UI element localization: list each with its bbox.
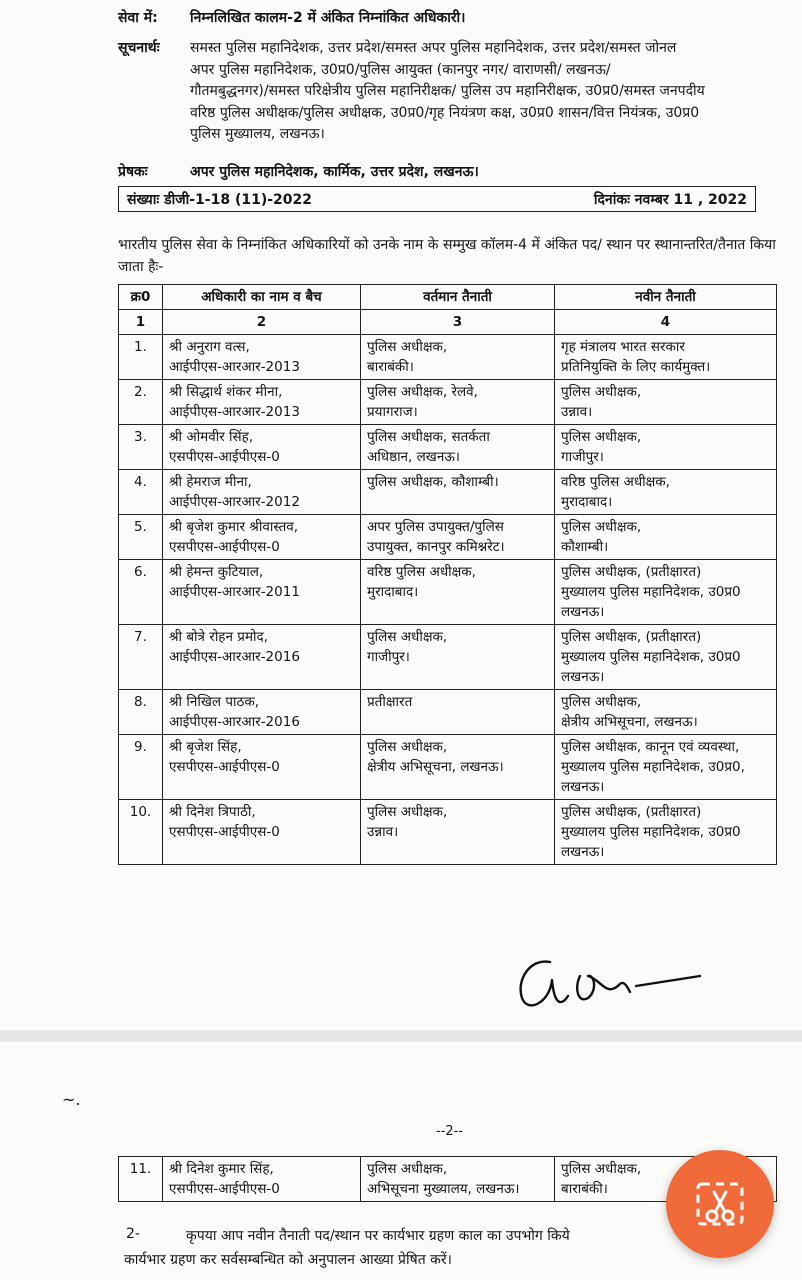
cell-line: पुलिस अधीक्षक, xyxy=(561,519,642,535)
row-current-posting xyxy=(361,380,555,425)
cell-line: श्री हेमराज मीना, xyxy=(169,474,252,490)
preshak-label: प्रेषकः xyxy=(118,164,148,180)
row-serial: 4. xyxy=(119,470,163,515)
cell-line: उन्नाव। xyxy=(561,404,593,420)
row-current-posting xyxy=(361,800,555,865)
cell-line: पुलिस अधीक्षक, (प्रतीक्षारत) xyxy=(561,564,702,580)
row-new-posting xyxy=(555,470,777,515)
row-officer-name xyxy=(163,690,361,735)
row-new-posting xyxy=(555,560,777,625)
row-current-posting xyxy=(361,560,555,625)
cell-line: क्षेत्रीय अभिसूचना, लखनऊ। xyxy=(367,759,504,775)
row-new-posting xyxy=(555,800,777,865)
row-current-posting xyxy=(361,335,555,380)
cell-line: एसपीएस-आईपीएस-0 xyxy=(169,539,280,555)
cell-line: पुलिस अधीक्षक, xyxy=(367,1161,448,1177)
cell-line: कौशाम्बी। xyxy=(561,539,609,555)
cell-line: श्री दिनेश कुमार सिंह, xyxy=(169,1161,274,1177)
row-officer-name xyxy=(163,515,361,560)
row-officer-name xyxy=(163,560,361,625)
paragraph-number: 2- xyxy=(126,1226,140,1242)
row-new-posting xyxy=(555,690,777,735)
intro-paragraph: भारतीय पुलिस सेवा के निम्नांकित अधिकारियों को उनके नाम के सम्मुख कॉलम-4 में अंकित पद/ स्थान पर स्थानान्तरित/तैनात किया जाता हैः- xyxy=(118,237,776,275)
cell-line: मुख्यालय पुलिस महानिदेशक, उ0प्र0 xyxy=(561,584,741,600)
row-serial: 11. xyxy=(119,1157,163,1202)
cell-line: लखनऊ। xyxy=(561,779,605,795)
cell-line: आईपीएस-आरआर-2016 xyxy=(169,714,300,730)
cell-line: वरिष्ठ पुलिस अधीक्षक, xyxy=(561,474,670,490)
suchnarth-line: अपर पुलिस महानिदेशक, उ0प्र0/पुलिस आयुक्त (कानपुर नगर/ वाराणसी/ लखनऊ/ xyxy=(190,61,611,78)
cell-line: गाजीपुर। xyxy=(367,649,410,665)
row-officer-name xyxy=(163,425,361,470)
page-number: --2-- xyxy=(436,1124,464,1139)
header-new-posting: नवीन तैनाती xyxy=(555,285,777,310)
cell-line: पुलिस अधीक्षक, कौशाम्बी। xyxy=(367,474,499,490)
transfer-table xyxy=(118,284,777,865)
suchnarth-label: सूचनार्थः xyxy=(118,40,160,56)
cell-line: मुरादाबाद। xyxy=(561,494,613,510)
cell-line: अपर पुलिस उपायुक्त/पुलिस xyxy=(367,519,504,535)
cell-line: एसपीएस-आईपीएस-0 xyxy=(169,1181,280,1197)
cell-line: उपायुक्त, कानपुर कमिश्नरेट। xyxy=(367,539,505,555)
row-officer-name xyxy=(163,335,361,380)
cell-line: श्री बृजेश कुमार श्रीवास्तव, xyxy=(169,519,299,535)
cell-line: प्रतीक्षारत xyxy=(367,694,413,710)
row-new-posting xyxy=(555,380,777,425)
reference-box xyxy=(118,186,756,212)
cell-line: बाराबंकी। xyxy=(561,1181,608,1197)
suchnarth-line: गौतमबुद्धनगर)/समस्त परिक्षेत्रीय पुलिस महानिरीक्षक/ पुलिस उप महानिरीक्षक, उ0प्र0/समस्त जनपदीय xyxy=(190,83,705,99)
dinank-date: दिनांकः नवम्बर 11 , 2022 xyxy=(593,192,747,208)
cell-line: आईपीएस-आरआर-2011 xyxy=(169,584,300,600)
cell-line: पुलिस अधीक्षक, xyxy=(561,384,642,400)
cell-line: प्रतिनियुक्ति के लिए कार्यमुक्त। xyxy=(561,359,711,375)
cell-line: मुख्यालय पुलिस महानिदेशक, उ0प्र0, xyxy=(561,759,745,775)
cell-line: पुलिस अधीक्षक, सतर्कता xyxy=(367,429,490,445)
paragraph-line: कार्यभार ग्रहण कर सर्वसम्बन्धित को अनुपालन आख्या प्रेषित करें। xyxy=(124,1252,452,1268)
cell-line: श्री ओमवीर सिंह, xyxy=(169,429,254,445)
row-serial: 8. xyxy=(119,690,163,735)
row-current-posting xyxy=(361,735,555,800)
row-serial: 2. xyxy=(119,380,163,425)
cell-line: पुलिस अधीक्षक, (प्रतीक्षारत) xyxy=(561,629,702,645)
cell-line: पुलिस अधीक्षक, रेलवे, xyxy=(367,384,478,400)
row-serial: 3. xyxy=(119,425,163,470)
column-number: 1 xyxy=(119,310,163,335)
screenshot-crop-button[interactable] xyxy=(666,1150,774,1258)
cell-line: उन्नाव। xyxy=(367,824,399,840)
table-row xyxy=(119,690,777,735)
cell-line: श्री बृजेश सिंह, xyxy=(169,739,242,755)
header-current-posting: वर्तमान तैनाती xyxy=(361,285,555,310)
paragraph-line: कृपया आप नवीन तैनाती पद/स्थान पर कार्यभार ग्रहण काल का उपभोग किये xyxy=(186,1228,570,1244)
row-current-posting xyxy=(361,470,555,515)
suchnarth-line: समस्त पुलिस महानिदेशक, उत्तर प्रदेश/समस्त अपर पुलिस महानिदेशक, उत्तर प्रदेश/समस्त जोनल xyxy=(190,40,677,56)
row-officer-name xyxy=(163,1157,361,1202)
signature-icon xyxy=(510,940,710,1020)
cell-line: पुलिस अधीक्षक, xyxy=(561,429,642,445)
column-number: 2 xyxy=(163,310,361,335)
row-new-posting xyxy=(555,625,777,690)
sankhya-number: संख्याः डीजी-1-18 (11)-2022 xyxy=(127,192,313,208)
row-new-posting xyxy=(555,425,777,470)
cell-line: श्री निखिल पाठक, xyxy=(169,694,259,710)
cell-line: पुलिस अधीक्षक, xyxy=(367,804,448,820)
cell-line: लखनऊ। xyxy=(561,669,605,685)
row-serial: 5. xyxy=(119,515,163,560)
row-current-posting xyxy=(361,690,555,735)
table-row xyxy=(119,380,777,425)
column-number: 3 xyxy=(361,310,555,335)
header-officer-name: अधिकारी का नाम व बैच xyxy=(163,285,361,310)
table-row xyxy=(119,425,777,470)
cell-line: पुलिस अधीक्षक, xyxy=(367,339,448,355)
cell-line: श्री हेमन्त कुटियाल, xyxy=(169,564,264,580)
stray-mark: ~. xyxy=(62,1090,81,1109)
table-row xyxy=(119,735,777,800)
cell-line: पुलिस अधीक्षक, xyxy=(561,694,642,710)
cell-line: मुरादाबाद। xyxy=(367,584,419,600)
cell-line: अधिष्ठान, लखनऊ। xyxy=(367,449,461,465)
row-new-posting xyxy=(555,515,777,560)
table-row xyxy=(119,625,777,690)
cell-line: एसपीएस-आईपीएस-0 xyxy=(169,824,280,840)
row-new-posting xyxy=(555,735,777,800)
cell-line: पुलिस अधीक्षक, xyxy=(367,629,448,645)
seva-text: निम्नलिखित कालम-2 में अंकित निम्नांकित अधिकारी। xyxy=(190,10,466,26)
preshak-text: अपर पुलिस महानिदेशक, कार्मिक, उत्तर प्रदेश, लखनऊ। xyxy=(190,164,479,180)
row-officer-name xyxy=(163,735,361,800)
row-current-posting xyxy=(361,625,555,690)
row-current-posting xyxy=(361,515,555,560)
table-row xyxy=(119,515,777,560)
column-number: 4 xyxy=(555,310,777,335)
suchnarth-line: पुलिस मुख्यालय, लखनऊ। xyxy=(190,126,325,142)
cell-line: अभिसूचना मुख्यालय, लखनऊ। xyxy=(367,1181,520,1197)
table-column-number-row xyxy=(119,310,777,335)
table-row xyxy=(119,800,777,865)
cell-line: एसपीएस-आईपीएस-0 xyxy=(169,449,280,465)
cell-line: श्री अनुराग वत्स, xyxy=(169,339,250,355)
cell-line: गाजीपुर। xyxy=(561,449,604,465)
scissors-crop-icon xyxy=(666,1150,774,1258)
cell-line: आईपीएस-आरआर-2012 xyxy=(169,494,300,510)
table-row xyxy=(119,335,777,380)
suchnarth-text xyxy=(190,38,780,146)
table-header-row xyxy=(119,285,777,310)
row-serial: 7. xyxy=(119,625,163,690)
cell-line: पुलिस अधीक्षक, कानून एवं व्यवस्था, xyxy=(561,739,740,755)
row-serial: 10. xyxy=(119,800,163,865)
row-serial: 9. xyxy=(119,735,163,800)
row-current-posting xyxy=(361,1157,555,1202)
row-officer-name xyxy=(163,470,361,515)
row-officer-name xyxy=(163,625,361,690)
cell-line: आईपीएस-आरआर-2013 xyxy=(169,404,300,420)
row-serial: 6. xyxy=(119,560,163,625)
row-serial: 1. xyxy=(119,335,163,380)
cell-line: मुख्यालय पुलिस महानिदेशक, उ0प्र0 xyxy=(561,649,741,665)
cell-line: प्रयागराज। xyxy=(367,404,418,420)
cell-line: श्री दिनेश त्रिपाठी, xyxy=(169,804,256,820)
table-row xyxy=(119,560,777,625)
page-separator xyxy=(0,1030,802,1042)
cell-line: वरिष्ठ पुलिस अधीक्षक, xyxy=(367,564,476,580)
seva-label: सेवा में: xyxy=(118,10,158,26)
cell-line: आईपीएस-आरआर-2016 xyxy=(169,649,300,665)
cell-line: बाराबंकी। xyxy=(367,359,414,375)
suchnarth-line: वरिष्ठ पुलिस अधीक्षक/पुलिस अधीक्षक, उ0प्र0/गृह नियंत्रण कक्ष, उ0प्र0 शासन/वित्त नियंत्रक, उ0प्र0 xyxy=(190,104,700,121)
cell-line: लखनऊ। xyxy=(561,844,605,860)
cell-line: पुलिस अधीक्षक, (प्रतीक्षारत) xyxy=(561,804,702,820)
cell-line: मुख्यालय पुलिस महानिदेशक, उ0प्र0 xyxy=(561,824,741,840)
row-new-posting xyxy=(555,335,777,380)
row-officer-name xyxy=(163,800,361,865)
cell-line: गृह मंत्रालय भारत सरकार xyxy=(561,339,685,355)
cell-line: लखनऊ। xyxy=(561,604,605,620)
cell-line: पुलिस अधीक्षक, xyxy=(367,739,448,755)
table-row xyxy=(119,470,777,515)
cell-line: क्षेत्रीय अभिसूचना, लखनऊ। xyxy=(561,714,698,730)
cell-line: एसपीएस-आईपीएस-0 xyxy=(169,759,280,775)
header-serial: क्र0 xyxy=(119,285,163,310)
cell-line: पुलिस अधीक्षक, xyxy=(561,1161,642,1177)
row-current-posting xyxy=(361,425,555,470)
cell-line: आईपीएस-आरआर-2013 xyxy=(169,359,300,375)
row-officer-name xyxy=(163,380,361,425)
cell-line: श्री बोत्रे रोहन प्रमोद, xyxy=(169,629,268,645)
cell-line: श्री सिद्धार्थ शंकर मीना, xyxy=(169,384,283,400)
